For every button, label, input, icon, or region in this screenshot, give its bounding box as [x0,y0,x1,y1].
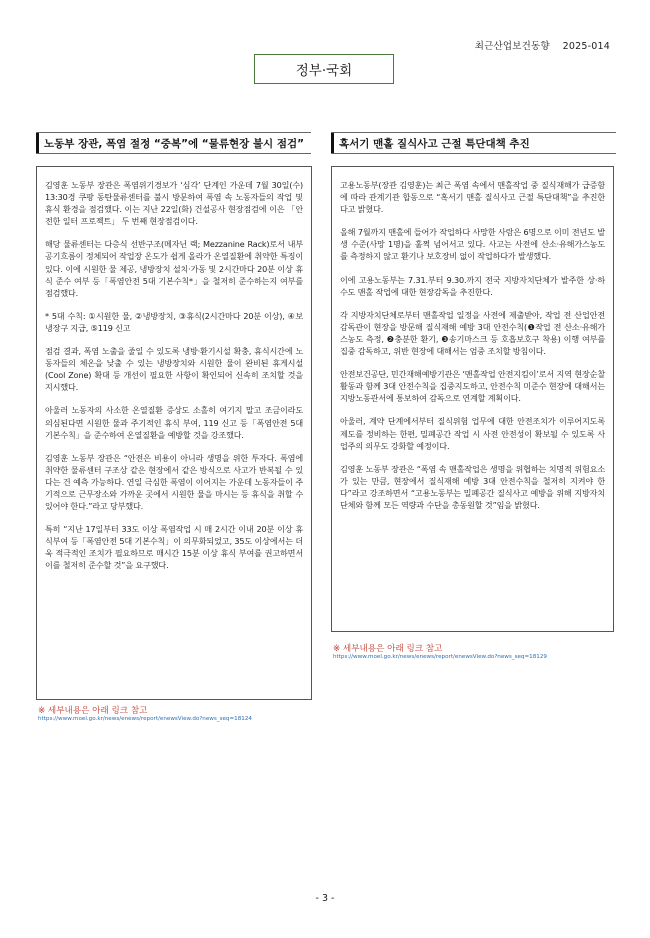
left-paragraph-2: 해당 물류센터는 다층식 선반구조(메자닌 랙; Mezzanine Rack)로서 내부 공기흐름이 정체되어 작업장 온도가 쉽게 올라가 온열질환에 취약한 특징이 있다. 이에 시원한 물 제공, 냉방장치 설치·가동 및 2시간마다 20분 이상 휴식 준수 여부 등「폭염안전 5대 기본수칙*」을 철저히 준수하는지 여부를 점검했다. [45,239,303,298]
right-article-body [331,166,614,632]
left-paragraph-6: 김영훈 노동부 장관은 “안전은 비용이 아니라 생명을 위한 투자다. 폭염에 취약한 물류센터 구조상 같은 현장에서 같은 방식으로 사고가 반복될 수 있다는 건 예측 가능하다. 연일 극심한 폭염이 이어지는 가운데 노동자들이 주기적으로 근무장소와 가까운 곳에서 시원한 물을 마시는 등 휴식을 취할 수 있어야 한다.”라고 당부했다. [45,452,303,512]
left-paragraph-1: 김영훈 노동부 장관은 폭염위기경보가 ‘심각’ 단계인 가운데 7월 30일(수) 13:30경 쿠팡 동탄물류센터를 불시 방문하여 폭염 속 노동자들의 작업 및 휴식 환경을 점검했다. 이는 지난 22일(화) 건설공사 현장점검에 이은 「안전한 일터 프로젝트」 두 번째 현장점검이다. [45,180,303,227]
right-reference-link[interactable]: https://www.moel.go.kr/news/enews/report/enewsView.do?news_seq=18129 [333,654,547,660]
left-paragraph-5: 아울러 노동자의 사소한 온열질환 증상도 소홀히 여기지 말고 조금이라도 의심된다면 시원한 물과 주기적인 휴식 부여, 119 신고 등「폭염안전 5대 기본수칙」을 준수하여 온열질환을 예방할 것을 강조했다. [45,405,303,440]
left-article-headline: 노동부 장관, 폭염 절정 “중복”에 “물류현장 불시 점검” [36,132,311,154]
right-paragraph-6: 아울러, 계약 단계에서부터 질식위험 업무에 대한 안전조치가 이루어지도록 제도를 정비하는 한편, 밀폐공간 작업 시 사전 안전성이 확보될 수 있도록 사업주의 의무도 강화할 예정이다. [340,416,605,451]
left-reference-note: ※ 세부내용은 아래 링크 참고 [38,706,148,716]
right-paragraph-3: 이에 고용노동부는 7.31.부터 9.30.까지 전국 지방자치단체가 발주한 상·하수도 맨홀 작업에 대한 현장감독을 추진한다. [340,274,605,297]
left-article-body [36,166,312,700]
right-reference-note: ※ 세부내용은 아래 링크 참고 [333,644,443,654]
publication-name: 최근산업보건동향 [474,41,550,52]
right-paragraph-7: 김영훈 노동부 장관은 “폭염 속 맨홀작업은 생명을 위협하는 치명적 위험요소가 있는 만큼, 현장에서 질식재해 예방 3대 안전수칙을 철저히 지켜야 한다”라고 강조하면서 “고용노동부는 밀폐공간 질식사고 예방을 위해 지방자치단체와 함께 모든 역량과 수단을 총동원할 것”임을 밝혔다. [340,463,605,510]
left-reference-link[interactable]: https://www.moel.go.kr/news/enews/report/enewsView.do?news_seq=18124 [38,716,252,722]
page-number: - 3 - [315,893,335,904]
right-paragraph-5: 안전보건공단, 민간재해예방기관은 ‘맨홀작업 안전지킴이’로서 지역 현장순찰활동과 함께 3대 안전수칙을 집중지도하고, 안전수칙 미준수 현장에 대해서는 지방노동관서에 통보하여 감독으로 연계할 계획이다. [340,369,605,404]
right-article-headline: 혹서기 맨홀 질식사고 근절 특단대책 추진 [331,132,616,154]
publication-header [475,38,610,52]
issue-number: 2025-014 [562,41,610,52]
left-paragraph-4: 점검 결과, 폭염 노출을 줄일 수 있도록 냉방·환기시설 확충, 휴식시간에 노동자들의 체온을 낮출 수 있는 냉방장치와 시원한 물이 완비된 휴게시설(Cool Zone) 확대 등 개선이 필요한 사항이 확인되어 신속히 조치할 것을 지시했다. [45,346,303,393]
left-paragraph-7: 특히 “지난 17일부터 33도 이상 폭염작업 시 매 2시간 이내 20분 이상 휴식부여 등「폭염안전 5대 기본수칙」이 의무화되었고, 35도 이상에서는 더욱 적극적인 조치가 필요하므로 매시간 15분 이상 휴식 부여를 권고하면서 이를 철저히 준수할 것”을 요구했다. [45,524,303,571]
right-paragraph-1: 고용노동부(장관 김영훈)는 최근 폭염 속에서 맨홀작업 중 질식재해가 급증함에 따라 관계기관 합동으로 “혹서기 맨홀 질식사고 근절 특단대책”을 추진한다고 밝혔다. [340,180,605,215]
right-paragraph-2: 올해 7월까지 맨홀에 들어가 작업하다 사망한 사람은 6명으로 이미 전년도 발생 수준(사망 1명)을 훌쩍 넘어서고 있다. 사고는 사전에 산소·유해가스농도를 측정하지 않고 환기나 보호장비 없이 작업하다가 발생했다. [340,227,605,262]
right-paragraph-4: 각 지방자치단체로부터 맨홀작업 일정을 사전에 제출받아, 작업 전 산업안전감독관이 현장을 방문해 질식재해 예방 3대 안전수칙(❶작업 전 산소·유해가스농도 측정, ❷충분한 환기, ❸송기마스크 등 호흡보호구 착용) 이행 여부를 집중 감독하고, 위반 현장에 대해서는 엄중 조치할 방침이다. [340,309,605,357]
section-title: 정부·국회 [254,54,394,84]
left-paragraph-3: * 5대 수칙: ①시원한 물, ②냉방장치, ③휴식(2시간마다 20분 이상), ④보냉장구 지급, ⑤119 신고 [45,310,303,333]
